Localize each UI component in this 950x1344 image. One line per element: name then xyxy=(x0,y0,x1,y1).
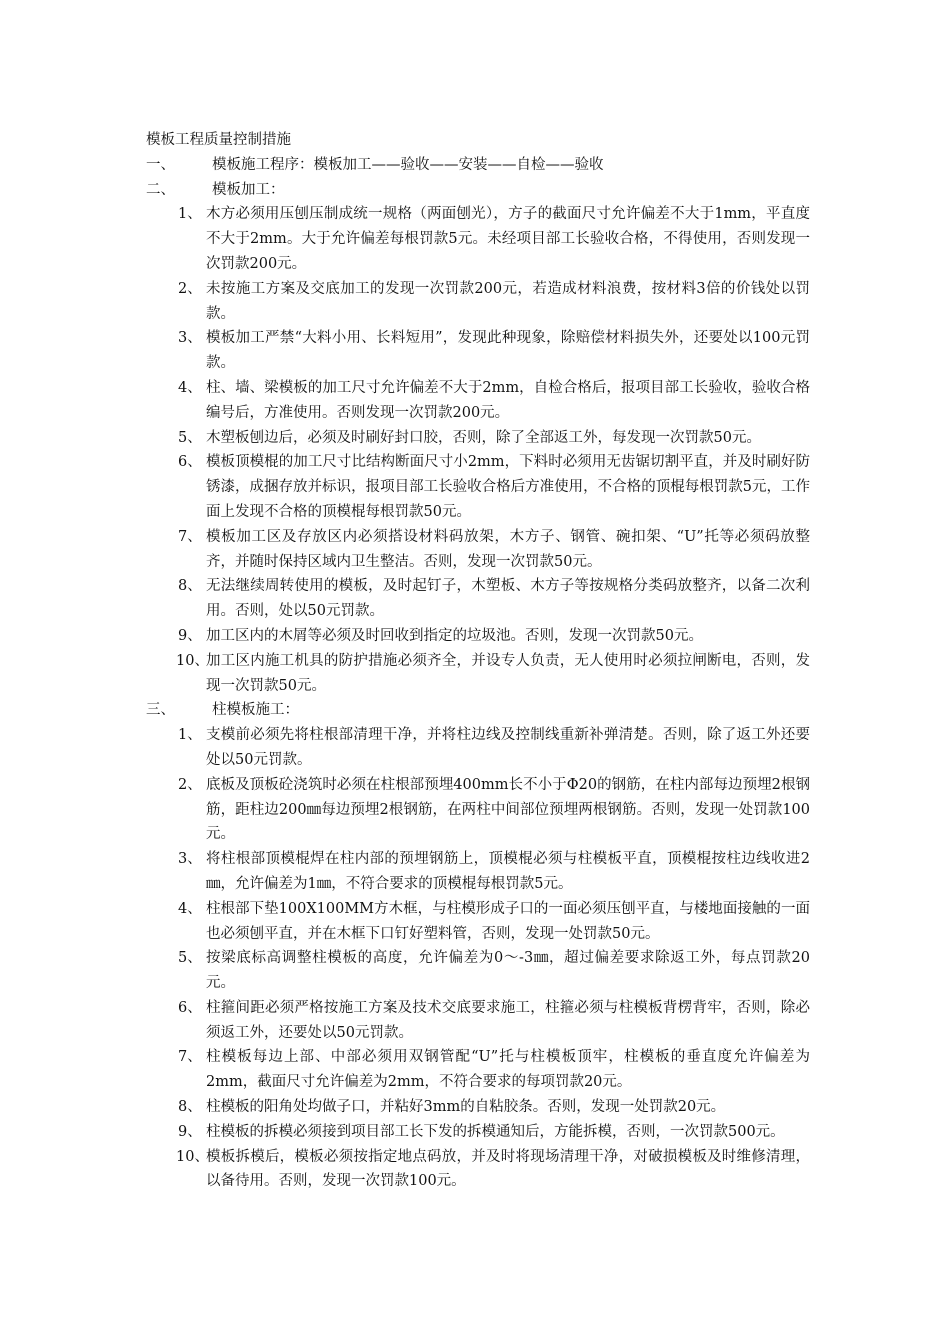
list-item-number: 2、 xyxy=(178,280,202,297)
list-item-number: 8、 xyxy=(178,1099,202,1116)
list-item xyxy=(146,450,810,524)
list-item-text: 柱模板每边上部、中部必须用双钢管配“U”托与柱模板顶牢，柱模板的垂直度允许偏差为2mm，截面尺寸允许偏差为2mm，不符合要求的每项罚款20元。 xyxy=(206,1049,810,1091)
list-item-number: 2、 xyxy=(178,776,202,793)
list-item xyxy=(146,946,810,996)
list-item xyxy=(146,326,810,376)
list-item-number: 6、 xyxy=(178,999,202,1016)
list-item-text: 柱箍间距必须严格按施工方案及技术交底要求施工，柱箍必须与柱模板背楞背牢，否则，除必须返工外，还要处以50元罚款。 xyxy=(206,999,810,1041)
list-item-number: 3、 xyxy=(178,330,202,347)
list-item xyxy=(146,1145,810,1195)
list-item-number: 7、 xyxy=(178,528,202,545)
list-item-text: 支模前必须先将柱根部清理干净，并将柱边线及控制线重新补弹清楚。否则，除了返工外还要处以50元罚款。 xyxy=(206,727,810,768)
list-item-number: 5、 xyxy=(178,429,202,446)
list-item xyxy=(146,624,810,649)
list-item-text: 模板加工严禁“大料小用、长料短用”，发现此种现象，除赔偿材料损失外，还要处以100元罚款。 xyxy=(206,330,810,372)
list-item-text: 柱根部下垫100X100MM方木框，与柱模形成子口的一面必须压刨平直，与楼地面接触的一面也必须刨平直，并在木框下口钉好塑料管，否则，发现一处罚款50元。 xyxy=(206,900,810,942)
list-item-number: 1、 xyxy=(178,206,202,223)
list-item-number: 4、 xyxy=(178,379,202,396)
list-item xyxy=(146,1095,810,1120)
section-number: 二、 xyxy=(146,181,175,198)
list-item-number: 9、 xyxy=(178,627,202,644)
document-title: 模板工程质量控制措施 xyxy=(146,132,291,148)
list-item-number: 9、 xyxy=(178,1123,202,1140)
list-item-text: 按梁底标高调整柱模板的高度，允许偏差为0～-3㎜，超过偏差要求除返工外，每点罚款20元。 xyxy=(206,950,810,992)
list-item xyxy=(146,574,810,624)
list-item xyxy=(146,1120,810,1145)
list-item xyxy=(146,773,810,847)
list-item-text: 柱、墙、梁模板的加工尺寸允许偏差不大于2mm，自检合格后，报项目部工长验收，验收合格编号后，方准使用。否则发现一次罚款200元。 xyxy=(206,379,810,421)
section-heading xyxy=(146,178,810,203)
section-title: 模板施工程序：模板加工——验收——安装——自检——验收 xyxy=(212,156,604,173)
list-item-text: 将柱根部顶模棍焊在柱内部的预埋钢筋上，顶模棍必须与柱模板平直，顶模棍按柱边线收进2㎜，允许偏差为1㎜，不符合要求的顶模棍每根罚款5元。 xyxy=(206,851,810,892)
list-item-text: 加工区内的木屑等必须及时回收到指定的垃圾池。否则，发现一次罚款50元。 xyxy=(206,627,703,644)
list-item xyxy=(146,996,810,1046)
list-item-text: 柱模板的阳角处均做子口，并粘好3mm的自粘胶条。否则，发现一处罚款20元。 xyxy=(206,1099,726,1116)
list-item xyxy=(146,202,810,276)
section-list xyxy=(146,153,810,1194)
list-item-text: 加工区内施工机具的防护措施必须齐全，并设专人负责，无人使用时必须拉闸断电，否则，发现一次罚款50元。 xyxy=(206,652,810,694)
list-item xyxy=(146,426,810,451)
list-item xyxy=(146,897,810,947)
list-item-number: 8、 xyxy=(178,578,202,595)
section-title: 模板加工： xyxy=(212,181,285,198)
list-item xyxy=(146,649,810,699)
document-body xyxy=(146,128,810,1194)
list-item-text: 底板及顶板砼浇筑时必须在柱根部预埋400mm长不小于Φ20的钢筋，在柱内部每边预埋2根钢筋，距柱边200㎜每边预埋2根钢筋，在两柱中间部位预埋两根钢筋。否则，发现一处罚款100元。 xyxy=(206,776,810,843)
list-item xyxy=(146,376,810,426)
list-item-number: 7、 xyxy=(178,1049,202,1066)
section-number: 一、 xyxy=(146,156,175,173)
list-item-number: 6、 xyxy=(178,454,202,471)
list-item-text: 模板加工区及存放区内必须搭设材料码放架，木方子、钢管、碗扣架、“U”托等必须码放整齐，并随时保持区域内卫生整洁。否则，发现一次罚款50元。 xyxy=(206,528,810,570)
list-item xyxy=(146,277,810,327)
list-item xyxy=(146,847,810,897)
section-number: 三、 xyxy=(146,702,175,719)
list-item xyxy=(146,1045,810,1095)
list-item-text: 木塑板刨边后，必须及时刷好封口胶，否则，除了全部返工外，每发现一次罚款50元。 xyxy=(206,429,761,446)
list-item-number: 10、 xyxy=(176,652,209,669)
list-item-text: 柱模板的拆模必须接到项目部工长下发的拆模通知后，方能拆模，否则，一次罚款500元。 xyxy=(206,1123,785,1140)
list-item xyxy=(146,525,810,575)
list-item-text: 木方必须用压刨压制成统一规格（两面刨光），方子的截面尺寸允许偏差不大于1mm，平直度不大于2mm。大于允许偏差每根罚款5元。未经项目部工长验收合格，不得使用，否则发现一次罚款200元。 xyxy=(206,206,810,272)
list-item-number: 4、 xyxy=(178,900,202,917)
list-item-number: 3、 xyxy=(178,851,202,868)
list-item-text: 模板拆模后，模板必须按指定地点码放，并及时将现场清理干净，对破损模板及时维修清理，以备待用。否则，发现一次罚款100元。 xyxy=(206,1148,810,1190)
list-item-text: 无法继续周转使用的模板，及时起钉子，木塑板、木方子等按规格分类码放整齐，以备二次利用。否则，处以50元罚款。 xyxy=(206,578,810,620)
list-item-number: 1、 xyxy=(178,727,202,744)
section-title: 柱模板施工： xyxy=(212,702,299,719)
list-item xyxy=(146,723,810,773)
section-heading xyxy=(146,698,810,723)
list-item-text: 模板顶模棍的加工尺寸比结构断面尺寸小2mm，下料时必须用无齿锯切割平直，并及时刷好防锈漆，成捆存放并标识，报项目部工长验收合格后方准使用，不合格的顶棍每根罚款5元，工作面上发现不合格的顶模棍每根罚款50元。 xyxy=(206,454,810,520)
list-item-number: 5、 xyxy=(178,950,202,967)
list-item-number: 10、 xyxy=(176,1148,209,1165)
list-item-text: 未按施工方案及交底加工的发现一次罚款200元，若造成材料浪费，按材料3倍的价钱处以罚款。 xyxy=(206,280,810,322)
section-heading xyxy=(146,153,810,178)
